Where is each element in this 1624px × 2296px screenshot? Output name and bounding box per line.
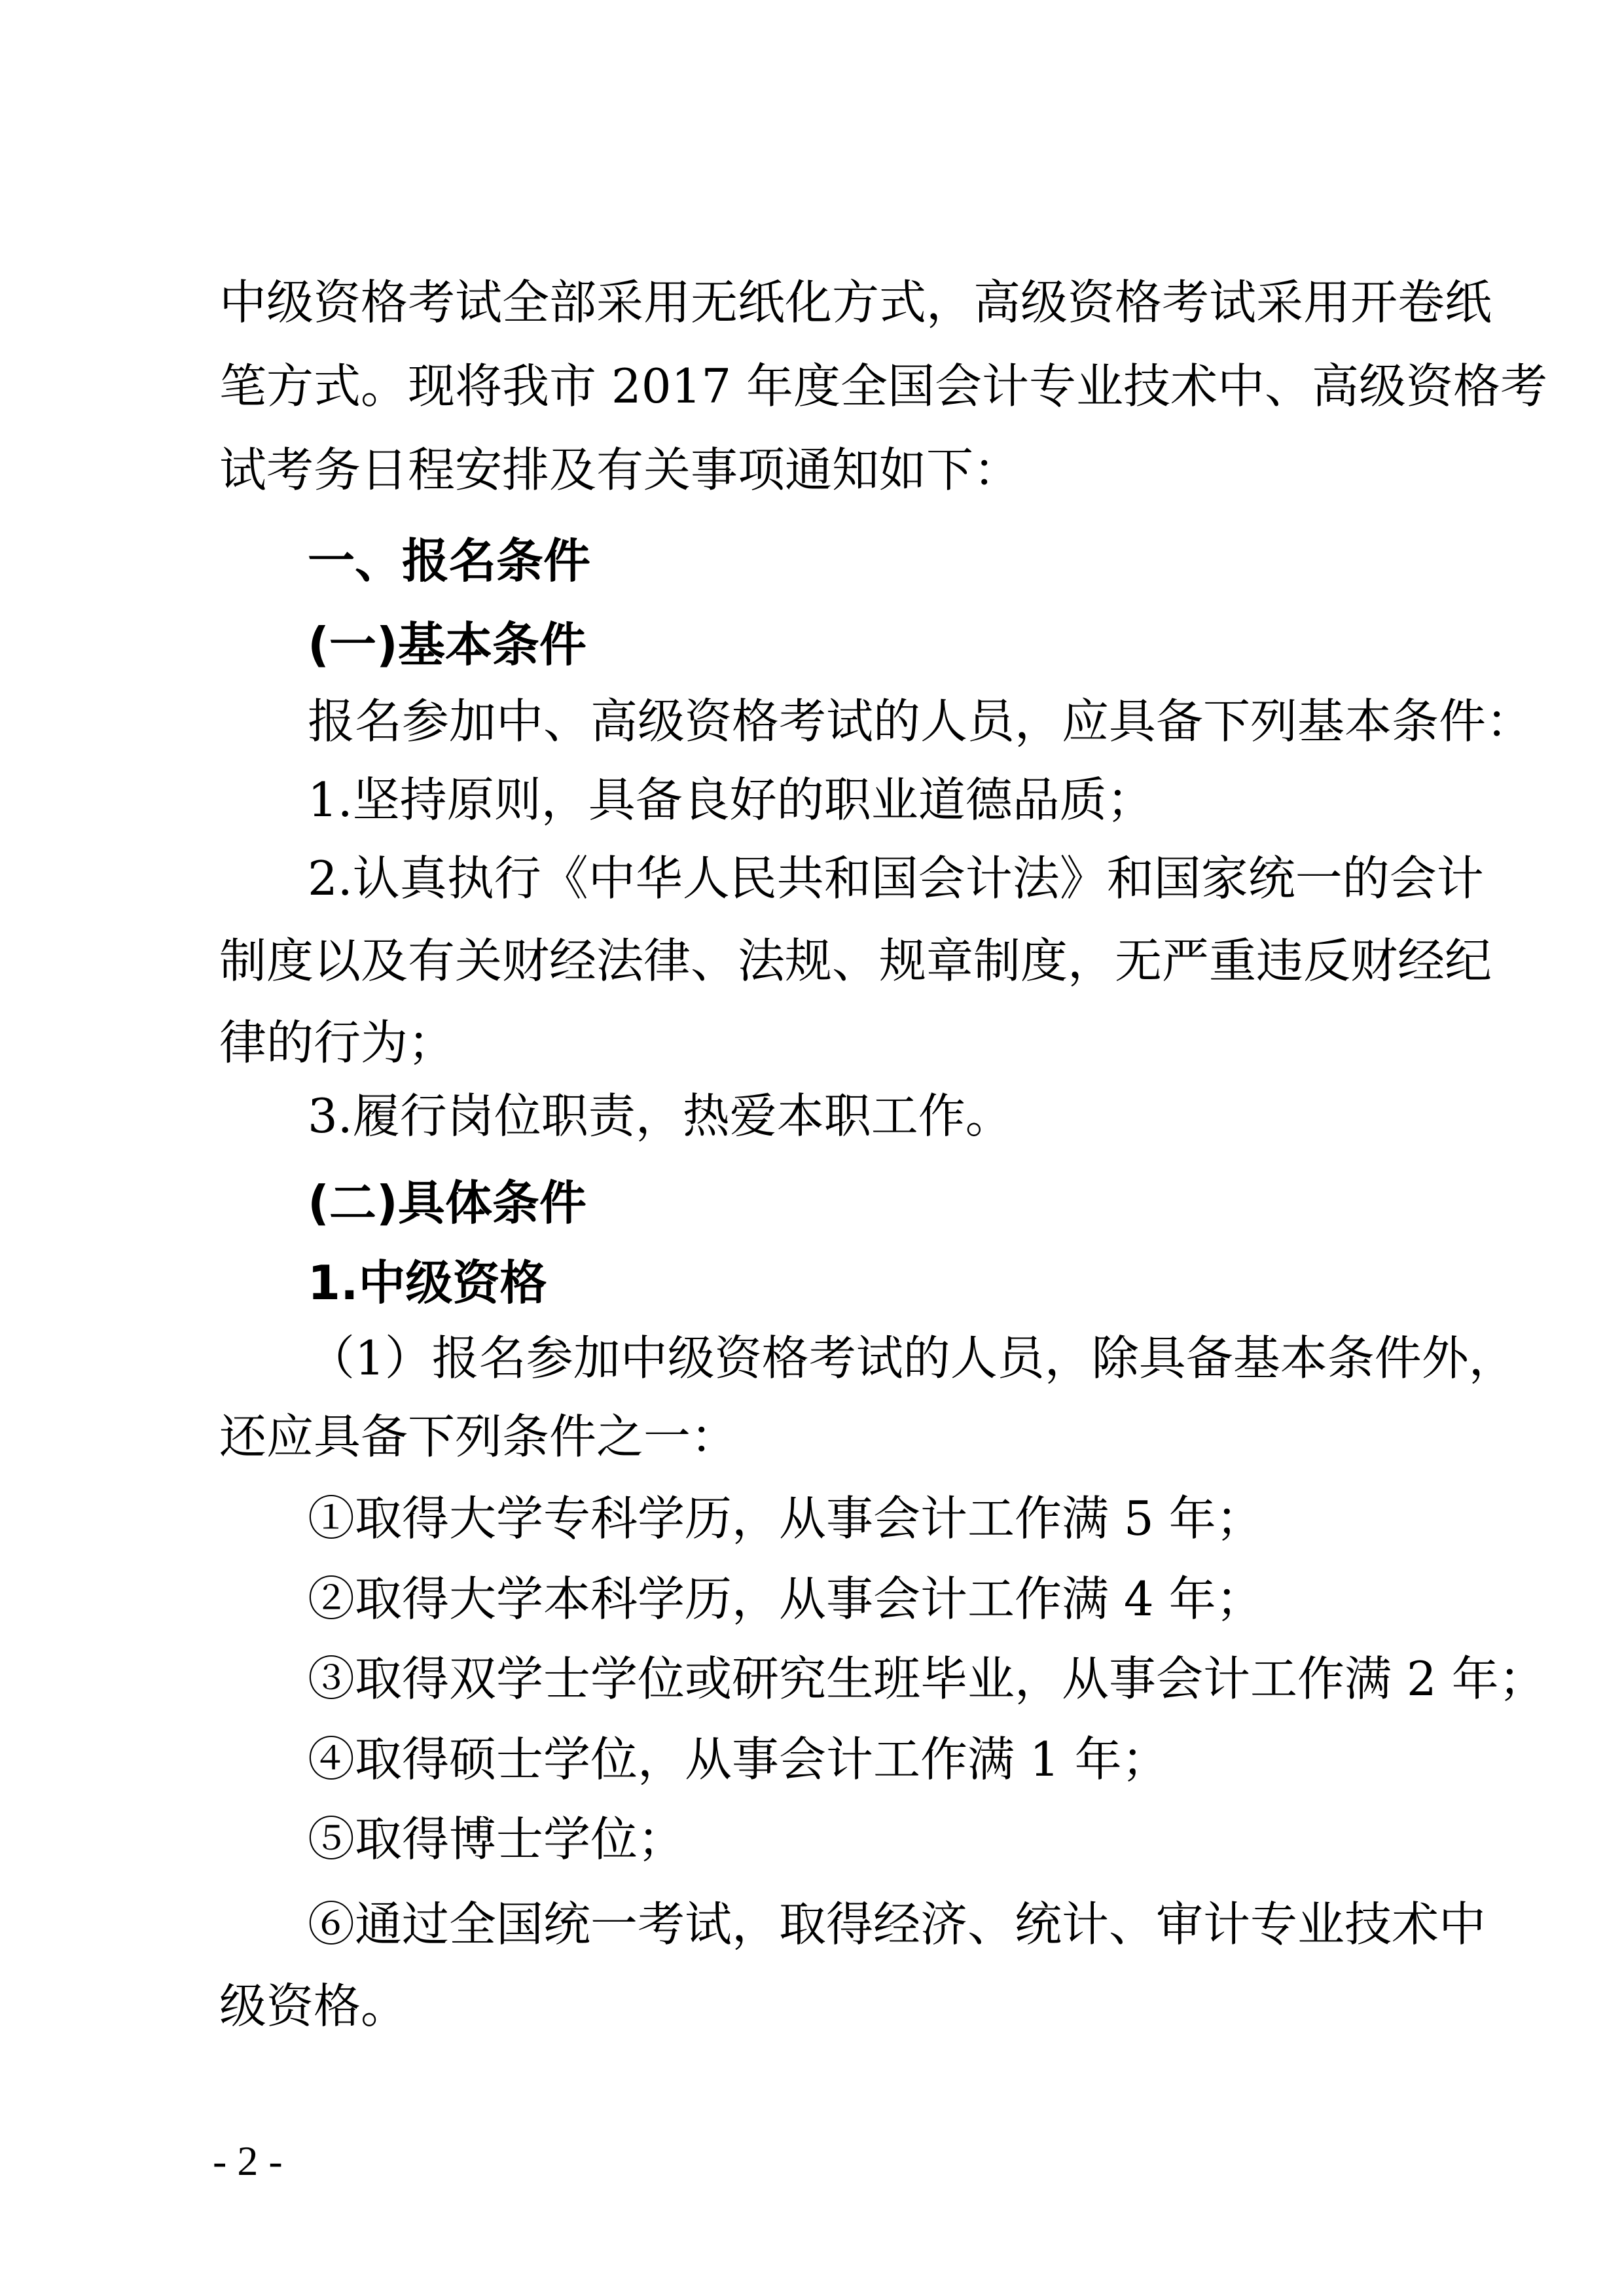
paragraph-line: 制度以及有关财经法律、法规、规章制度，无严重违反财经纪 [219,933,1492,988]
paragraph-line: 试考务日程安排及有关事项通知如下： [219,442,1021,497]
page-number: - 2 - [213,2138,283,2184]
list-item: ①取得大学专科学历，从事会计工作满 5 年； [308,1491,1263,1546]
paragraph-line: 中级资格考试全部采用无纸化方式，高级资格考试采用开卷纸 [219,275,1492,330]
list-item: ④取得硕士学位，从事会计工作满 1 年； [308,1732,1169,1787]
paragraph-line: 报名参加中、高级资格考试的人员，应具备下列基本条件： [308,694,1534,749]
list-item: 1.坚持原则，具备良好的职业道德品质； [308,772,1154,827]
list-item: ②取得大学本科学历，从事会计工作满 4 年； [308,1571,1263,1626]
list-item: ⑥通过全国统一考试，取得经济、统计、审计专业技术中 [308,1897,1487,1952]
paragraph-line: 律的行为； [219,1015,456,1070]
list-item: 2.认真执行《中华人民共和国会计法》和国家统一的会计 [308,851,1484,906]
paragraph-line: 还应具备下列条件之一： [219,1409,738,1464]
subsection-heading: (一)基本条件 [308,617,586,672]
paragraph-line: 级资格。 [219,1979,408,2034]
subsection-heading: (二)具体条件 [308,1175,586,1230]
paragraph-line: 笔方式。现将我市 2017 年度全国会计专业技术中、高级资格考 [219,359,1548,414]
paragraph-line: （1）报名参加中级资格考试的人员，除具备基本条件外， [308,1331,1516,1386]
subsection-heading: 1.中级资格 [308,1255,547,1310]
list-item: ③取得双学士学位或研究生班毕业，从事会计工作满 2 年； [308,1651,1546,1706]
list-item: 3.履行岗位职责，热爱本职工作。 [308,1088,1013,1143]
section-heading: 一、报名条件 [308,533,591,588]
list-item: ⑤取得博士学位； [308,1812,685,1867]
